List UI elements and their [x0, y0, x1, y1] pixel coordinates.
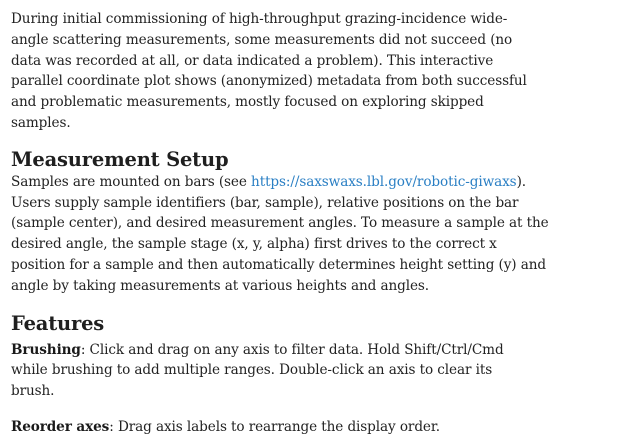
- brushing-description: : Click and drag on any axis to filter data. Hold Shift/Ctrl/Cmd while brushing to add multiple ranges. Double-click an axis to clear its brush.: [11, 341, 504, 400]
- reorder-description: : Drag axis labels to rearrange the display order.: [109, 418, 440, 435]
- measurement-setup-paragraph: [11, 172, 551, 297]
- features-heading: Features: [11, 311, 105, 335]
- brushing-label: Brushing: [11, 341, 81, 358]
- robotic-giwaxs-link[interactable]: https://saxswaxs.lbl.gov/robotic-giwaxs: [251, 173, 517, 190]
- setup-text-before-link: Samples are mounted on bars (see: [11, 173, 252, 190]
- setup-text-after-link: ). Users supply sample identifiers (bar, sample), relative positions on the bar (sample center), and desired measurement angles. To measure a sample at the desired angle, the sample stage (x, y, alpha) first drives to the correct x position for a sample and then automatically determines height setting (y) and angle by taking measurements at various heights and angles.: [11, 173, 549, 294]
- intro-paragraph: During initial commissioning of high-throughput grazing-incidence wide-angle scattering measurements, some measurements did not succeed (no data was recorded at all, or data indicated a problem). This interactive parallel coordinate plot shows (anonymized) metadata from both successful and problematic measurements, mostly focused on exploring skipped samples.: [11, 11, 527, 131]
- measurement-setup-heading: Measurement Setup: [11, 147, 229, 171]
- reorder-paragraph: [11, 417, 628, 438]
- brushing-paragraph: [11, 340, 531, 402]
- reorder-label: Reorder axes: [11, 418, 110, 435]
